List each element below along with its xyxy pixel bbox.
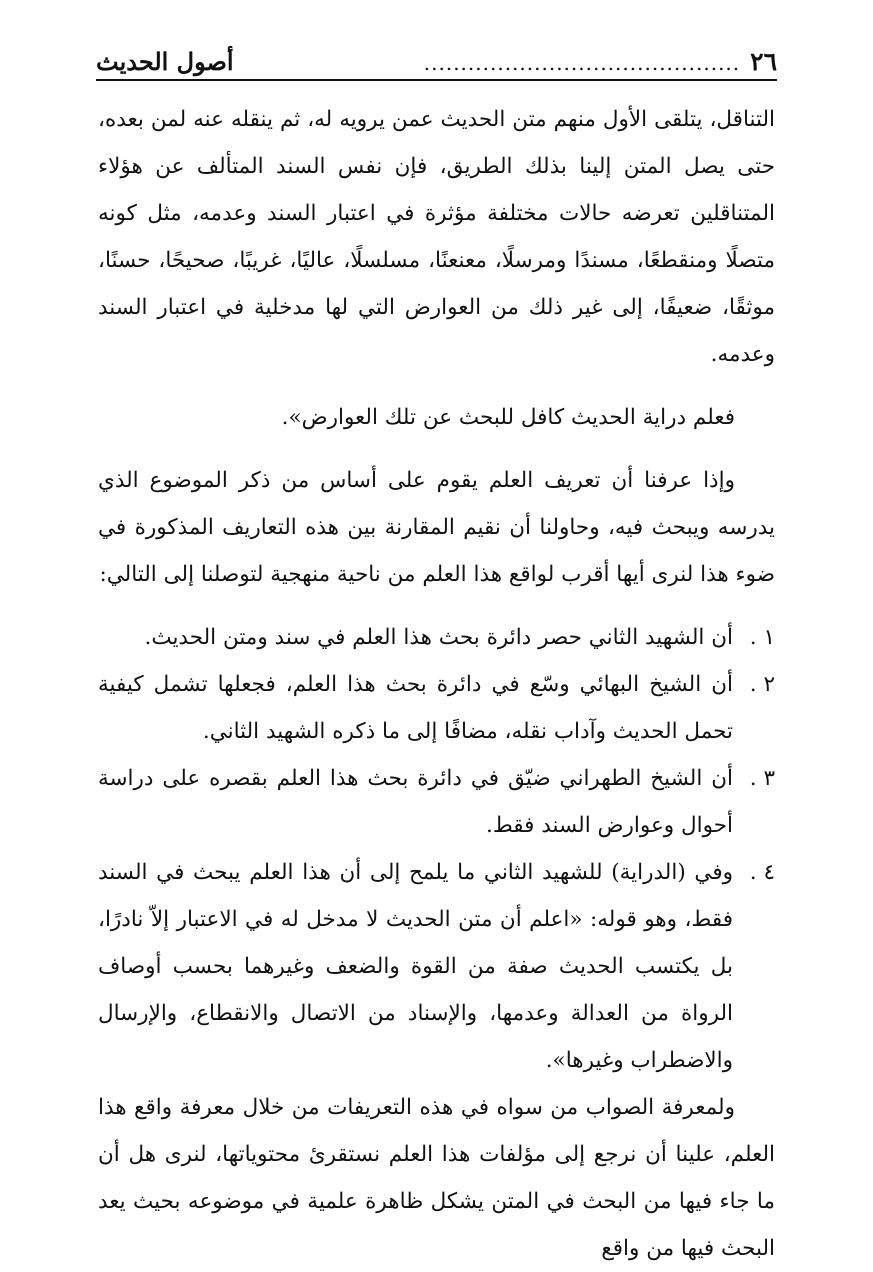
list-item-text: وفي (الدراية) للشهيد الثاني ما يلمح إلى أن هذا العلم يبحث في السند فقط، وهو قوله: «اعلم أن متن الحديث لا مدخل له في الاعتبار إلاّ نادرًا، بل يكتسب الحديث صفة من القوة والضعف وغيرهما بحسب أوصاف الرواة من العدالة وعدمها، والإسناد من الاتصال والانقطاع، والإرسال والاضطراب وغيرها».: [98, 860, 733, 1073]
page-number: ٢٦: [750, 47, 777, 76]
paragraph-1: التناقل، يتلقى الأول منهم متن الحديث عمن يرويه له، ثم ينقله عنه لمن بعده، حتى يصل المتن إلينا بذلك الطريق، فإن نفس السند المتألف عن هؤلاء المتناقلين تعرضه حالات مختلفة مؤثرة في اعتبار السند وعدمه، مثل كونه متصلًا ومنقطعًا، مسندًا ومرسلًا، معنعنًا، مسلسلًا، عاليًا، غريبًا، صحيحًا، حسنًا، موثقًا، ضعيفًا، إلى غير ذلك من العوارض التي لها مدخلية في اعتبار السند وعدمه.: [98, 107, 775, 367]
list-item: [98, 661, 775, 755]
numbered-list: [98, 614, 775, 1084]
list-item-text: أن الشيخ البهائي وسّع في دائرة بحث هذا العلم، فجعلها تشمل كيفية تحمل الحديث وآداب نقله، مضافًا إلى ما ذكره الشهيد الثاني.: [98, 672, 733, 744]
list-item-text: أن الشيخ الطهراني ضيّق في دائرة بحث هذا العلم بقصره على دراسة أحوال وعوارض السند فقط.: [98, 766, 733, 838]
list-item-number: ١ .: [749, 625, 775, 650]
paragraph-2: فعلم دراية الحديث كافل للبحث عن تلك العوارض».: [281, 405, 735, 430]
header-leader-dots: ...........................................: [423, 51, 741, 75]
running-header: [96, 40, 777, 76]
header-rule: [96, 79, 777, 81]
list-item: [98, 614, 775, 661]
list-item: [98, 849, 775, 1084]
list-item-number: ٢ .: [749, 672, 775, 697]
list-item: [98, 755, 775, 849]
paragraph-4: ولمعرفة الصواب من سواه في هذه التعريفات من خلال معرفة واقع هذا العلم، علينا أن نرجع إلى مؤلفات هذا العلم نستقرئ محتوياتها، لنرى هل أن ما جاء فيها من البحث في المتن يشكل ظاهرة علمية في موضوعه بحيث يعد البحث فيها من واقع: [98, 1095, 775, 1261]
list-item-number: ٤ .: [749, 860, 775, 885]
book-title: أصول الحديث: [96, 47, 234, 76]
paragraph-3: وإذا عرفنا أن تعريف العلم يقوم على أساس من ذكر الموضوع الذي يدرسه ويبحث فيه، وحاولنا أن نقيم المقارنة بين هذه التعاريف المذكورة في ضوء هذا لنرى أيها أقرب لواقع هذا العلم من ناحية منهجية لتوصلنا إلى التالي:: [98, 468, 775, 587]
body-text: [98, 96, 775, 1272]
list-item-text: أن الشهيد الثاني حصر دائرة بحث هذا العلم في سند ومتن الحديث.: [144, 625, 733, 650]
list-item-number: ٣ .: [749, 766, 775, 791]
